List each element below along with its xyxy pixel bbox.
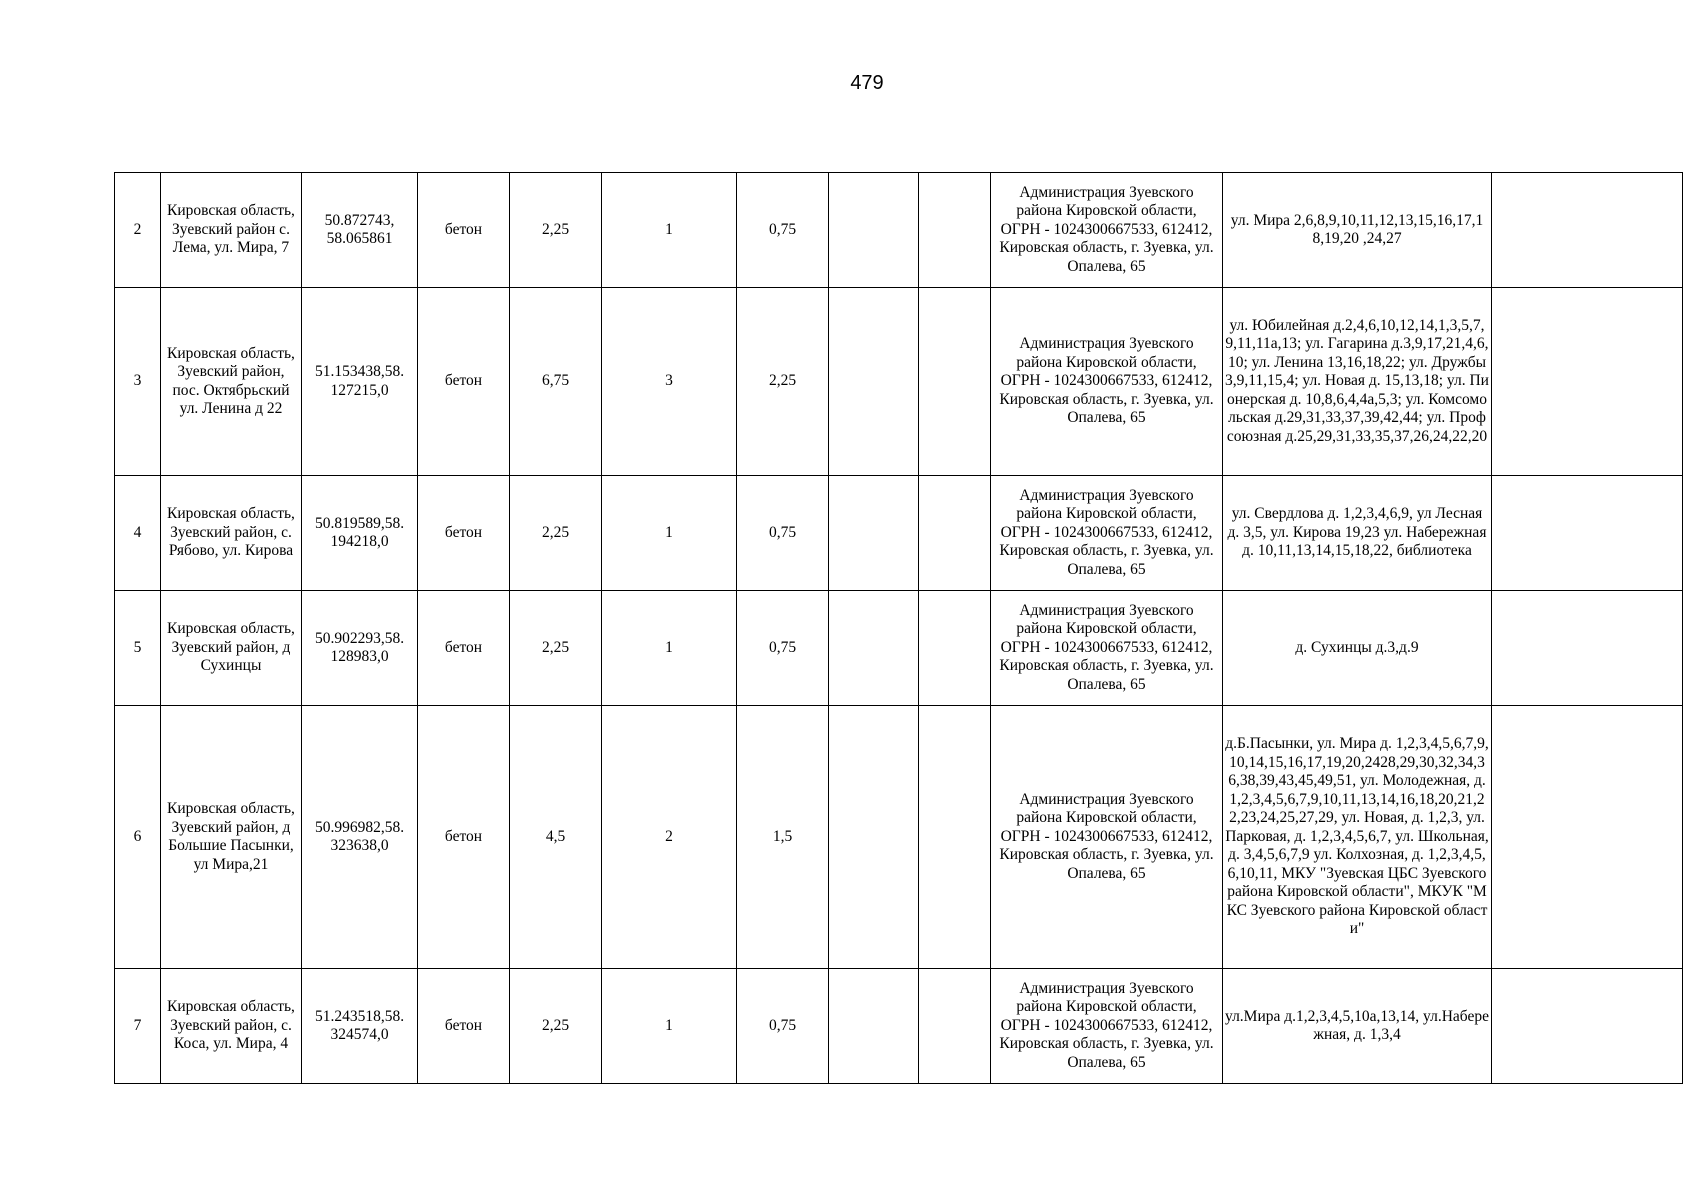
coordinates-cell: 50.996982,58. 323638,0	[302, 706, 418, 969]
area-cell: 6,75	[510, 288, 602, 476]
waste-sources-cell: ул. Свердлова д. 1,2,3,4,6,9, ул Лесная д. 3,5, ул. Кирова 19,23 ул. Набережная д. 10,11,13,14,15,18,22, библиотека	[1223, 476, 1492, 591]
containers-count-cell: 3	[602, 288, 737, 476]
location-cell: Кировская область, Зуевский район, д Большие Пасынки, ул Мира,21	[161, 706, 302, 969]
coordinates-cell: 50.872743, 58.065861	[302, 173, 418, 288]
volume-cell: 0,75	[737, 476, 829, 591]
table-row	[115, 969, 1683, 1084]
area-cell: 2,25	[510, 476, 602, 591]
volume-cell: 1,5	[737, 706, 829, 969]
area-cell: 2,25	[510, 591, 602, 706]
page-number: 479	[850, 72, 884, 94]
table-row	[115, 591, 1683, 706]
row-number: 3	[115, 288, 161, 476]
coordinates-cell: 51.243518,58. 324574,0	[302, 969, 418, 1084]
empty-cell	[1492, 476, 1683, 591]
surface-cell: бетон	[418, 706, 510, 969]
surface-cell: бетон	[418, 173, 510, 288]
waste-sources-cell: ул. Мира 2,6,8,9,10,11,12,13,15,16,17,18,19,20 ,24,27	[1223, 173, 1492, 288]
surface-cell: бетон	[418, 969, 510, 1084]
empty-cell	[919, 476, 991, 591]
empty-cell	[919, 969, 991, 1084]
empty-cell	[919, 706, 991, 969]
coordinates-cell: 50.819589,58. 194218,0	[302, 476, 418, 591]
location-cell: Кировская область, Зуевский район, пос. Октябрьский ул. Ленина д 22	[161, 288, 302, 476]
empty-cell	[829, 476, 919, 591]
containers-count-cell: 1	[602, 476, 737, 591]
empty-cell	[919, 591, 991, 706]
empty-cell	[1492, 706, 1683, 969]
waste-sources-cell: ул.Мира д.1,2,3,4,5,10а,13,14, ул.Набережная, д. 1,3,4	[1223, 969, 1492, 1084]
empty-cell	[829, 591, 919, 706]
coordinates-cell: 51.153438,58. 127215,0	[302, 288, 418, 476]
waste-sources-cell: д.Б.Пасынки, ул. Мира д. 1,2,3,4,5,6,7,9, 10,14,15,16,17,19,20,2428,29,30,32,34,36,38,39,43,45,49,51, ул. Молодежная, д. 1,2,3,4,5,6,7,9,10,11,13,14,16,18,20,21,22,23,24,25,27,29, ул. Новая, д. 1,2,3, ул. Парковая, д. 1,2,3,4,5,6,7, ул. Школьная, д. 3,4,5,6,7,9 ул. Колхозная, д. 1,2,3,4,5,6,10,11, МКУ "Зуевская ЦБС Зуевского района Кировской области", МКУК "МКС Зуевского района Кировской области"	[1223, 706, 1492, 969]
owner-cell: Администрация Зуевского района Кировской области, ОГРН - 1024300667533, 612412, Кировская область, г. Зуевка, ул. Опалева, 65	[991, 288, 1223, 476]
row-number: 2	[115, 173, 161, 288]
table-row	[115, 288, 1683, 476]
volume-cell: 0,75	[737, 173, 829, 288]
owner-cell: Администрация Зуевского района Кировской области, ОГРН - 1024300667533, 612412, Кировская область, г. Зуевка, ул. Опалева, 65	[991, 476, 1223, 591]
container-sites-table	[114, 172, 1683, 1084]
table-row	[115, 476, 1683, 591]
empty-cell	[1492, 969, 1683, 1084]
row-number: 6	[115, 706, 161, 969]
surface-cell: бетон	[418, 591, 510, 706]
volume-cell: 2,25	[737, 288, 829, 476]
row-number: 5	[115, 591, 161, 706]
empty-cell	[919, 288, 991, 476]
owner-cell: Администрация Зуевского района Кировской области, ОГРН - 1024300667533, 612412, Кировская область, г. Зуевка, ул. Опалева, 65	[991, 173, 1223, 288]
area-cell: 4,5	[510, 706, 602, 969]
empty-cell	[919, 173, 991, 288]
empty-cell	[1492, 591, 1683, 706]
empty-cell	[829, 706, 919, 969]
waste-sources-cell: д. Сухинцы д.3,д.9	[1223, 591, 1492, 706]
empty-cell	[829, 969, 919, 1084]
row-number: 7	[115, 969, 161, 1084]
waste-sources-cell: ул. Юбилейная д.2,4,6,10,12,14,1,3,5,7,9,11,11а,13; ул. Гагарина д.3,9,17,21,4,6,10; ул. Ленина 13,16,18,22; ул. Дружбы 3,9,11,15,4; ул. Новая д. 15,13,18; ул. Пионерская д. 10,8,6,4,4а,5,3; ул. Комсомольская д.29,31,33,37,39,42,44; ул. Профсоюзная д.25,29,31,33,35,37,26,24,22,20	[1223, 288, 1492, 476]
volume-cell: 0,75	[737, 969, 829, 1084]
row-number: 4	[115, 476, 161, 591]
location-cell: Кировская область, Зуевский район, с. Рябово, ул. Кирова	[161, 476, 302, 591]
containers-count-cell: 1	[602, 173, 737, 288]
containers-count-cell: 1	[602, 969, 737, 1084]
location-cell: Кировская область, Зуевский район, д Сухинцы	[161, 591, 302, 706]
surface-cell: бетон	[418, 288, 510, 476]
owner-cell: Администрация Зуевского района Кировской области, ОГРН - 1024300667533, 612412, Кировская область, г. Зуевка, ул. Опалева, 65	[991, 969, 1223, 1084]
coordinates-cell: 50.902293,58. 128983,0	[302, 591, 418, 706]
surface-cell: бетон	[418, 476, 510, 591]
empty-cell	[829, 173, 919, 288]
owner-cell: Администрация Зуевского района Кировской области, ОГРН - 1024300667533, 612412, Кировская область, г. Зуевка, ул. Опалева, 65	[991, 591, 1223, 706]
area-cell: 2,25	[510, 173, 602, 288]
owner-cell: Администрация Зуевского района Кировской области, ОГРН - 1024300667533, 612412, Кировская область, г. Зуевка, ул. Опалева, 65	[991, 706, 1223, 969]
volume-cell: 0,75	[737, 591, 829, 706]
table-row	[115, 173, 1683, 288]
containers-count-cell: 2	[602, 706, 737, 969]
location-cell: Кировская область, Зуевский район, с. Коса, ул. Мира, 4	[161, 969, 302, 1084]
empty-cell	[829, 288, 919, 476]
location-cell: Кировская область, Зуевский район с. Лема, ул. Мира, 7	[161, 173, 302, 288]
table-row	[115, 706, 1683, 969]
empty-cell	[1492, 288, 1683, 476]
area-cell: 2,25	[510, 969, 602, 1084]
containers-count-cell: 1	[602, 591, 737, 706]
empty-cell	[1492, 173, 1683, 288]
